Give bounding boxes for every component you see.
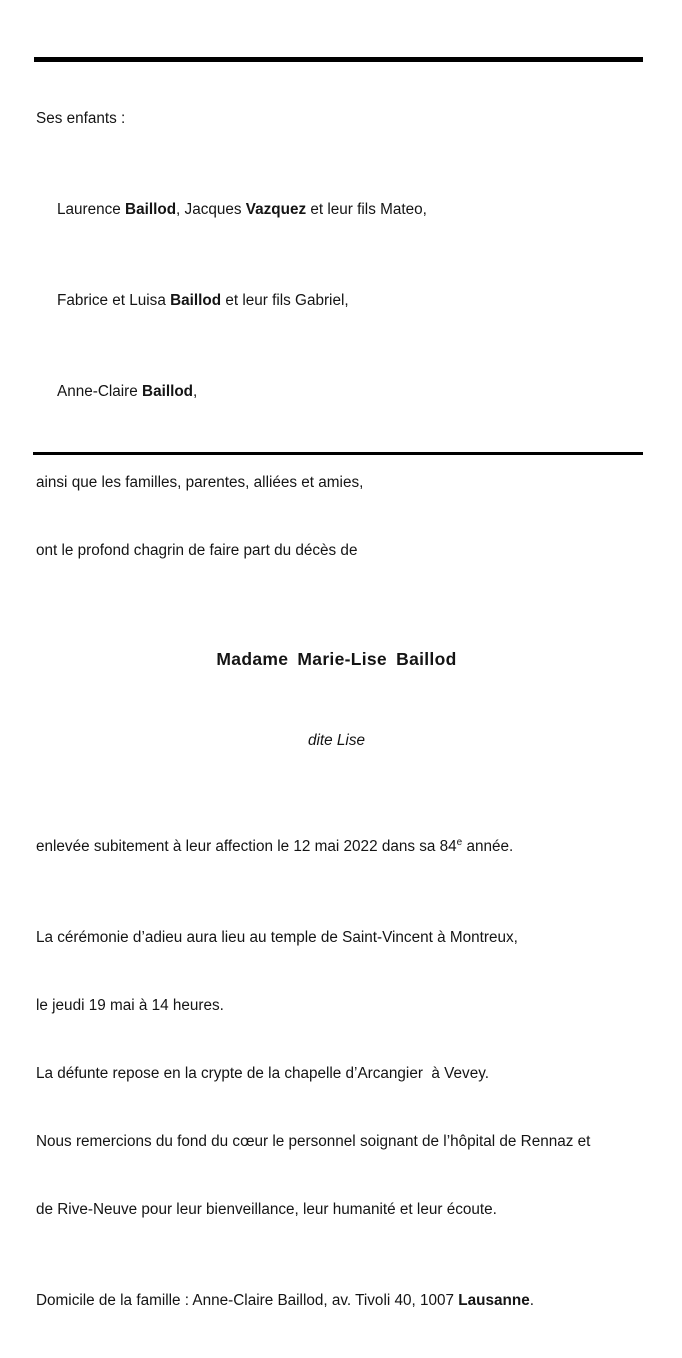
text-segment: et leur fils Mateo, xyxy=(306,201,427,219)
ceremony-line-2: le jeudi 19 mai à 14 heures. xyxy=(36,996,224,1014)
child-line-1 xyxy=(36,199,637,222)
surname-bold: Baillod xyxy=(125,201,177,219)
text-segment: Anne-Claire xyxy=(57,382,143,400)
text-segment: et leur fils Gabriel, xyxy=(221,292,349,310)
ordinal-superscript: e xyxy=(456,836,463,848)
repose-line: La défunte repose en la crypte de la chapelle d’Arcangier à Vevey. xyxy=(36,1064,489,1082)
thanks-line-2: de Rive-Neuve pour leur bienveillance, leur humanité et leur écoute. xyxy=(36,1201,497,1219)
announcement-line: ont le profond chagrin de faire part du décès de xyxy=(36,541,358,559)
text-segment: . xyxy=(529,1291,534,1309)
opening-line: Ses enfants : xyxy=(36,110,126,128)
top-rule xyxy=(34,57,643,62)
death-line xyxy=(36,836,637,859)
ceremony-line-1: La cérémonie d’adieu aura lieu au temple de Saint-Vincent à Montreux, xyxy=(36,928,518,946)
city-bold: Lausanne xyxy=(458,1291,530,1309)
notice-body xyxy=(36,63,637,1358)
text-segment: Fabrice et Luisa xyxy=(57,292,171,310)
text-segment: , xyxy=(193,382,198,400)
deceased-name: Madame Marie-Lise Baillod xyxy=(216,648,457,669)
child-line-3 xyxy=(36,381,637,404)
surname-bold: Vazquez xyxy=(245,201,307,219)
text-segment: Domicile de la famille : Anne-Claire Baillod, av. Tivoli 40, 1007 xyxy=(36,1291,459,1309)
surname-bold: Baillod xyxy=(142,382,194,400)
nickname-line: dite Lise xyxy=(308,731,365,749)
text-segment: , Jacques xyxy=(176,201,246,219)
families-line: ainsi que les familles, parentes, alliées et amies, xyxy=(36,473,364,491)
residence-line xyxy=(36,1290,637,1313)
child-line-2 xyxy=(36,290,637,313)
thanks-line-1: Nous remercions du fond du cœur le personnel soignant de l’hôpital de Rennaz et xyxy=(36,1132,591,1150)
surname-bold: Baillod xyxy=(170,292,222,310)
text-segment: Laurence xyxy=(57,201,126,219)
text-segment: année. xyxy=(462,837,514,855)
bottom-rule xyxy=(33,452,643,455)
text-segment: enlevée subitement à leur affection le 12 mai 2022 dans sa 84 xyxy=(36,837,457,855)
